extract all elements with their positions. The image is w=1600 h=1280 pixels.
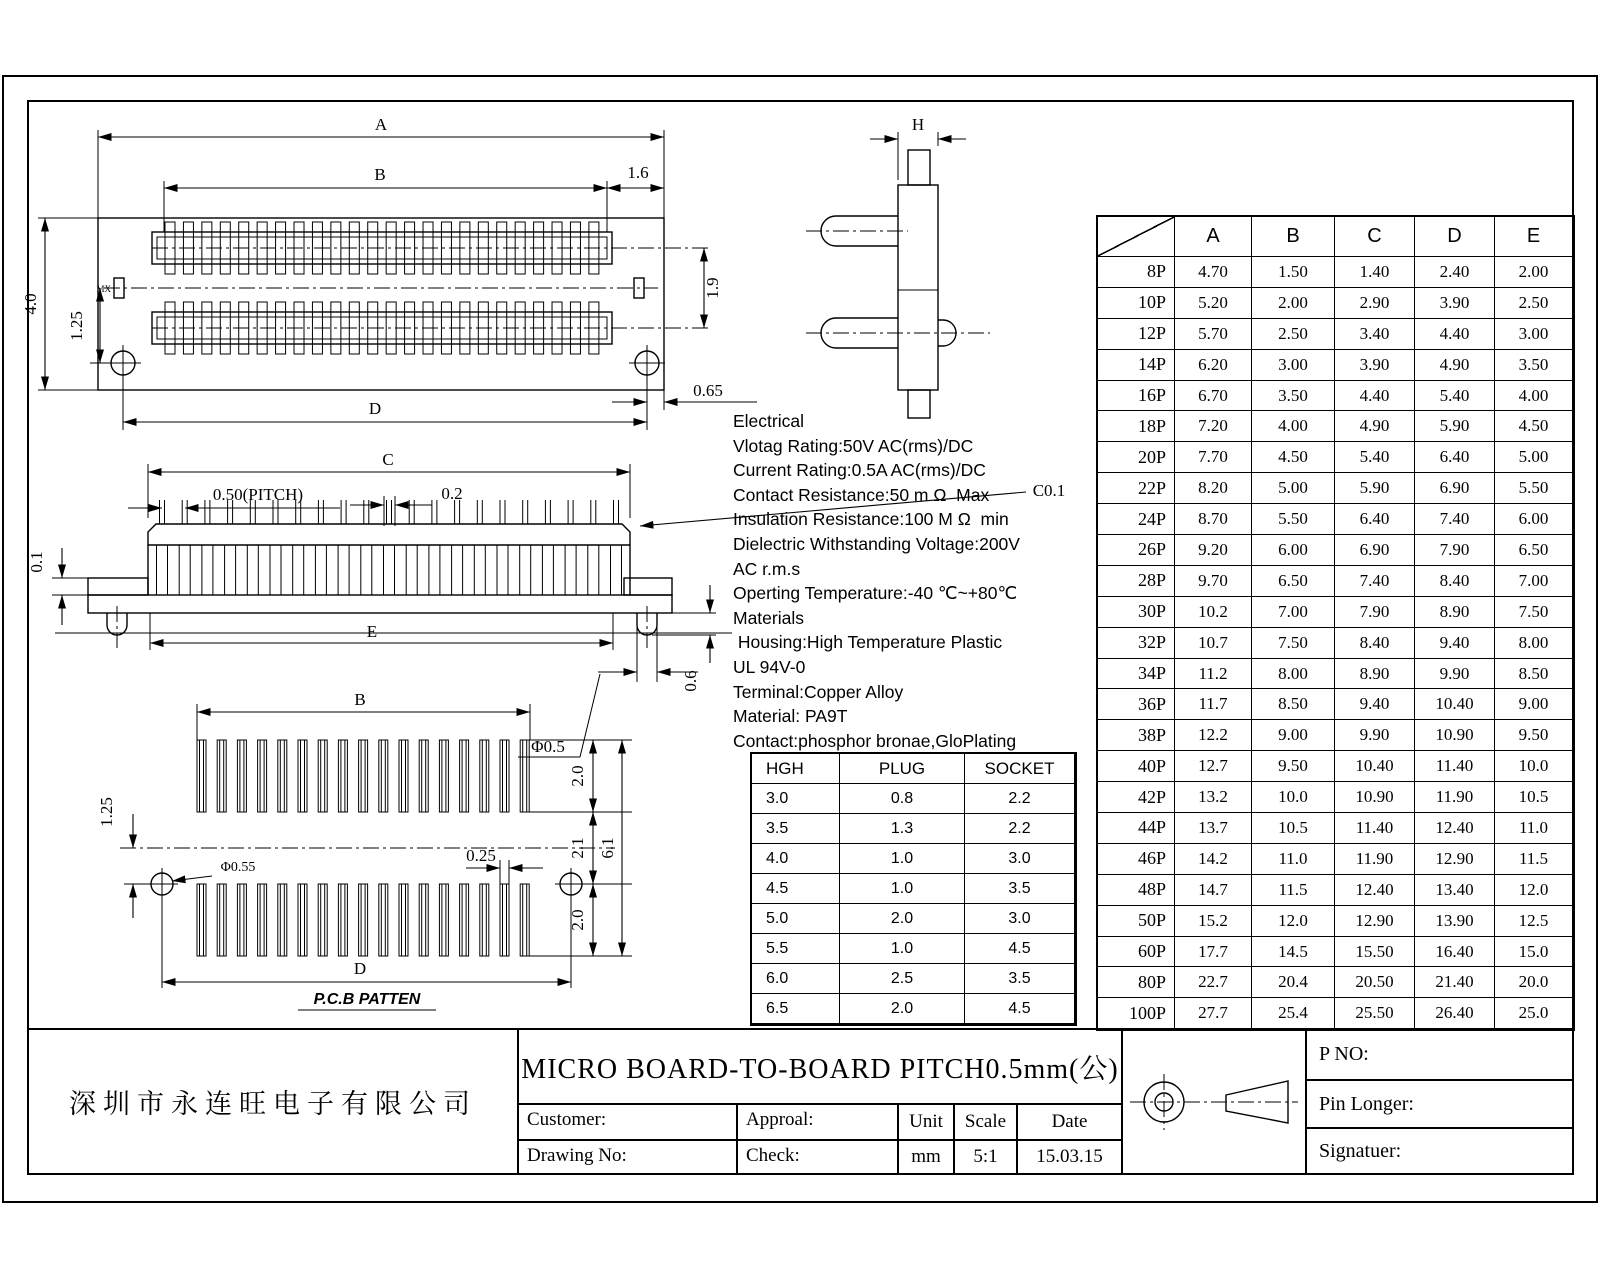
dim-table-value: 11.40 [1415,751,1495,782]
dim-table-row-label: 44P [1098,813,1175,844]
signature-label: Signatuer: [1305,1127,1574,1173]
dim-table-row-label: 20P [1098,442,1175,473]
dim-table-row-label: 14P [1098,350,1175,381]
dim-table-value: 8.70 [1175,504,1252,535]
dim-label-0.25: 0.25 [466,846,496,865]
dim-label-C0.1: C0.1 [1032,481,1066,500]
dim-table-value: 10.0 [1252,782,1335,813]
height-table-value: 1.0 [840,874,965,904]
dim-table-value: 5.20 [1175,288,1252,319]
dim-table-value: 11.90 [1415,782,1495,813]
dim-table-value: 13.40 [1415,875,1495,906]
dim-table-value: 10.7 [1175,628,1252,659]
dim-table-row-label: 60P [1098,937,1175,968]
dim-table-value: 7.00 [1252,597,1335,628]
dim-table-value: 7.40 [1335,566,1415,597]
unit-value: mm [897,1139,953,1173]
height-table-value: 2.2 [965,814,1075,844]
dim-table-row-label: 8P [1098,257,1175,288]
dim-table-value: 20.4 [1252,967,1335,998]
dim-table-value: 3.90 [1335,350,1415,381]
dim-table-value: 4.00 [1495,381,1573,412]
dim-table-value: 6.90 [1415,473,1495,504]
dim-table-value: 10.90 [1415,720,1495,751]
dim-table-value: 12.40 [1415,813,1495,844]
dim-table-value: 10.40 [1415,689,1495,720]
dim-table-value: 10.90 [1335,782,1415,813]
dim-table-value: 21.40 [1415,967,1495,998]
dim-table-value: 11.5 [1495,844,1573,875]
dim-table-column-header: A [1175,217,1252,257]
dim-table-value: 4.90 [1335,411,1415,442]
dim-table-value: 22.7 [1175,967,1252,998]
dim-table-value: 16.40 [1415,937,1495,968]
height-table-value: 4.5 [965,934,1075,964]
dim-table-row-label: 10P [1098,288,1175,319]
dim-label-E: E [366,622,378,641]
dim-table-value: 3.00 [1495,319,1573,350]
dim-table-value: 11.90 [1335,844,1415,875]
dim-table-value: 5.00 [1252,473,1335,504]
dim-table-value: 8.40 [1335,628,1415,659]
dim-table-value: 20.0 [1495,967,1573,998]
dim-table-value: 7.90 [1335,597,1415,628]
dim-label-2.1: 2.1 [568,837,587,859]
dim-table-value: 3.90 [1415,288,1495,319]
dim-table-value: 8.40 [1415,566,1495,597]
dim-table-value: 10.5 [1495,782,1573,813]
electrical-notes [733,409,1078,753]
dim-table-value: 11.40 [1335,813,1415,844]
dim-table-value: 5.90 [1415,411,1495,442]
dim-label-A: A [374,115,388,134]
dim-table-value: 8.90 [1335,659,1415,690]
dim-table-value: 2.00 [1495,257,1573,288]
dim-label-0.1: 0.1 [27,551,46,573]
customer-label: Customer: [519,1103,736,1139]
dim-table-value: 11.7 [1175,689,1252,720]
dim-table-value: 4.50 [1252,442,1335,473]
dim-table-value: 1.50 [1252,257,1335,288]
dim-label-0.2: 0.2 [441,484,463,503]
dim-table-value: 14.7 [1175,875,1252,906]
dim-table-value: 14.2 [1175,844,1252,875]
dim-table-value: 4.00 [1252,411,1335,442]
dim-table-value: 11.2 [1175,659,1252,690]
dim-label-6.1: 6.1 [598,837,617,859]
pin-longer-label: Pin Longer: [1305,1079,1574,1127]
dim-table-value: 1.40 [1335,257,1415,288]
dim-table-value: 7.70 [1175,442,1252,473]
dim-table-value: 9.90 [1335,720,1415,751]
dim-table-value: 5.00 [1495,442,1573,473]
dim-label-0.6: 0.6 [681,670,700,692]
dim-label-dia0.55: Φ0.55 [220,860,256,875]
dim-table-row-label: 42P [1098,782,1175,813]
dim-table-row-label: 16P [1098,381,1175,412]
dim-table-value: 12.0 [1252,906,1335,937]
dim-table-value: 2.40 [1415,257,1495,288]
check-label: Check: [736,1139,897,1173]
dim-table-row-label: 12P [1098,319,1175,350]
dim-table-value: 3.50 [1252,381,1335,412]
electrical-note-line: Electrical [733,411,804,431]
height-table-value: 2.0 [840,904,965,934]
dim-table-value: 10.40 [1335,751,1415,782]
dim-table-value: 9.00 [1495,689,1573,720]
dim-table-value: 8.20 [1175,473,1252,504]
electrical-note-line: Terminal:Copper Alloy [733,681,904,702]
dim-table-value: 25.4 [1252,998,1335,1029]
height-table-column-header: SOCKET [965,754,1075,784]
dim-label-C: C [382,450,394,469]
height-table-value: 3.5 [965,874,1075,904]
dim-table-value: 3.50 [1495,350,1573,381]
dim-label-B: B [354,690,366,709]
dim-table-value: 7.00 [1495,566,1573,597]
height-table-column-header: PLUG [840,754,965,784]
dim-table-row-label: 80P [1098,967,1175,998]
dim-table-value: 7.40 [1415,504,1495,535]
dim-table-value: 11.0 [1495,813,1573,844]
electrical-note-line: AC r.m.s [733,558,801,579]
dim-table-value: 27.7 [1175,998,1252,1029]
height-table-value: 6.0 [752,964,840,994]
approval-label: Approal: [736,1103,897,1139]
electrical-note-line: UL 94V-0 [733,656,806,677]
height-table-value: 3.0 [965,844,1075,874]
dim-table-value: 13.90 [1415,906,1495,937]
dim-table-row-label: 48P [1098,875,1175,906]
scale-label: Scale [953,1103,1016,1139]
dim-table-value: 12.40 [1335,875,1415,906]
height-table-value: 1.0 [840,844,965,874]
electrical-note-line: Dielectric Withstanding Voltage:200V [733,533,1020,554]
dim-table-value: 15.0 [1495,937,1573,968]
dim-table-value: 12.90 [1335,906,1415,937]
dim-table-value: 9.40 [1335,689,1415,720]
dim-table-value: 7.90 [1415,535,1495,566]
scale-value: 5:1 [953,1139,1016,1173]
dim-table-row-label: 36P [1098,689,1175,720]
dim-table-value: 4.70 [1175,257,1252,288]
dim-label-1.25: 1.25 [97,797,116,827]
dim-table-value: 10.0 [1495,751,1573,782]
dim-table-value: 12.90 [1415,844,1495,875]
dim-table-value: 17.7 [1175,937,1252,968]
dim-table-value: 6.50 [1495,535,1573,566]
dim-table-value: 2.50 [1252,319,1335,350]
height-table-value: 1.3 [840,814,965,844]
dim-table-column-header: B [1252,217,1335,257]
dim-table-value: 25.0 [1495,998,1573,1029]
dim-table-value: 9.50 [1495,720,1573,751]
dim-table-value: 26.40 [1415,998,1495,1029]
height-table-value: 4.5 [752,874,840,904]
electrical-note-line: Operting Temperature:-40 ℃~+80℃ [733,583,1018,604]
dim-table-column-header: C [1335,217,1415,257]
dim-label-B: B [374,165,386,184]
projection-symbol-cell [1121,1030,1305,1173]
dim-label-0.65: 0.65 [693,381,723,400]
dim-table-value: 12.2 [1175,720,1252,751]
dim-table-value: 25.50 [1335,998,1415,1029]
dim-table-value: 2.00 [1252,288,1335,319]
dim-table-value: 5.40 [1415,381,1495,412]
drawing-no-label: Drawing No: [519,1139,736,1173]
height-table-value: 2.2 [965,784,1075,814]
dim-table-value: 14.5 [1252,937,1335,968]
date-label: Date [1016,1103,1121,1139]
dim-table-column-header: E [1495,217,1573,257]
height-table-value: 3.0 [965,904,1075,934]
dim-table-value: 5.50 [1495,473,1573,504]
height-table-value: 4.0 [752,844,840,874]
dim-table-value: 7.20 [1175,411,1252,442]
dim-table-value: 5.90 [1335,473,1415,504]
dim-table-value: 9.40 [1415,628,1495,659]
date-value: 15.03.15 [1016,1139,1121,1173]
dim-table-value: 4.90 [1415,350,1495,381]
dim-table-value: 9.70 [1175,566,1252,597]
dim-table-value: 3.00 [1252,350,1335,381]
dim-table-corner [1098,217,1175,257]
pcb-pattern-caption: P.C.B PATTEN [313,991,421,1008]
dim-label-1.9: 1.9 [703,277,722,299]
height-table-value: 5.0 [752,904,840,934]
dim-table-value: 6.00 [1495,504,1573,535]
part-no-label: P NO: [1305,1030,1574,1079]
height-table-value: 3.0 [752,784,840,814]
electrical-note-line: Materials [733,607,804,628]
dim-table-value: 4.50 [1495,411,1573,442]
height-table-value: 2.5 [840,964,965,994]
dim-table-value: 12.5 [1495,906,1573,937]
dim-label-4.0: 4.0 [21,293,40,315]
dimension-table [1096,215,1575,1031]
dim-label-D: D [353,959,367,978]
dim-table-value: 8.50 [1252,689,1335,720]
electrical-note-line: Contact:phosphor bronae,GloPlating [733,730,1017,751]
dim-table-value: 6.40 [1335,504,1415,535]
dim-label-1.25: 1.25 [67,311,86,341]
dim-table-row-label: 30P [1098,597,1175,628]
electrical-note-line: Material: PA9T [733,706,848,727]
dim-table-value: 11.5 [1252,875,1335,906]
unit-label: Unit [897,1103,953,1139]
dim-table-value: 8.00 [1252,659,1335,690]
dim-table-value: 10.2 [1175,597,1252,628]
dim-table-value: 9.90 [1415,659,1495,690]
dim-label-2.0-top: 2.0 [568,765,587,787]
dim-table-row-label: 100P [1098,998,1175,1029]
dim-table-row-label: 34P [1098,659,1175,690]
dim-table-value: 11.0 [1252,844,1335,875]
height-table-value: 4.5 [965,994,1075,1024]
dim-table-value: 20.50 [1335,967,1415,998]
dim-table-row-label: 32P [1098,628,1175,659]
dim-table-value: 6.90 [1335,535,1415,566]
dim-label-2.0-bottom: 2.0 [568,909,587,931]
dim-table-value: 9.00 [1252,720,1335,751]
dim-table-value: 3.40 [1335,319,1415,350]
dim-table-row-label: 40P [1098,751,1175,782]
drawing-title: MICRO BOARD-TO-BOARD PITCH0.5mm(公) [521,1053,1119,1085]
dim-table-value: 8.50 [1495,659,1573,690]
electrical-note-line: Current Rating:0.5A AC(rms)/DC [733,460,986,481]
dim-table-value: 4.40 [1415,319,1495,350]
dim-table-value: 15.50 [1335,937,1415,968]
electrical-note-line: Vlotag Rating:50V AC(rms)/DC [733,435,974,456]
dim-table-row-label: 28P [1098,566,1175,597]
height-table-value: 5.5 [752,934,840,964]
dim-table-value: 9.50 [1252,751,1335,782]
dim-table-value: 5.70 [1175,319,1252,350]
dim-table-value: 2.90 [1335,288,1415,319]
dim-table-value: 6.70 [1175,381,1252,412]
dim-table-row-label: 24P [1098,504,1175,535]
dim-table-column-header: D [1415,217,1495,257]
height-table-value: 3.5 [752,814,840,844]
height-table-value: 3.5 [965,964,1075,994]
height-table-column-header: HGH [752,754,840,784]
dim-table-value: 13.7 [1175,813,1252,844]
electrical-note-line: Contact Resistance:50 m Ω Max [733,484,990,505]
electrical-note-line: Insulation Resistance:100 M Ω min [733,509,1009,530]
dim-label-1.6: 1.6 [627,163,649,182]
height-table-value: 1.0 [840,934,965,964]
dim-label-dia0.5: Φ0.5 [531,737,565,756]
dim-table-row-label: 46P [1098,844,1175,875]
dim-table-value: 6.00 [1252,535,1335,566]
dim-table-value: 6.50 [1252,566,1335,597]
dim-table-value: 2.50 [1495,288,1573,319]
dim-table-row-label: 38P [1098,720,1175,751]
dim-table-value: 8.90 [1415,597,1495,628]
company-name: 深圳市永连旺电子有限公司 [29,1030,519,1173]
height-table-value: 6.5 [752,994,840,1024]
dim-table-value: 7.50 [1495,597,1573,628]
dim-label-pitch: 0.50(PITCH) [212,485,304,504]
dim-table-value: 8.00 [1495,628,1573,659]
dim-table-value: 6.40 [1415,442,1495,473]
mark-label: MX [96,284,111,294]
dim-table-row-label: 26P [1098,535,1175,566]
dim-table-value: 5.40 [1335,442,1415,473]
dim-table-value: 5.50 [1252,504,1335,535]
dim-table-value: 10.5 [1252,813,1335,844]
dim-table-value: 15.2 [1175,906,1252,937]
dim-table-value: 13.2 [1175,782,1252,813]
dim-table-value: 12.0 [1495,875,1573,906]
dim-table-row-label: 22P [1098,473,1175,504]
dim-table-row-label: 18P [1098,411,1175,442]
dim-table-value: 9.20 [1175,535,1252,566]
height-table [750,752,1077,1026]
electrical-note-line: Housing:High Temperature Plastic [733,632,1003,653]
dim-table-row-label: 50P [1098,906,1175,937]
dim-table-value: 6.20 [1175,350,1252,381]
height-table-value: 2.0 [840,994,965,1024]
dim-label-H: H [911,115,925,134]
title-block [27,1028,1574,1175]
dim-table-value: 12.7 [1175,751,1252,782]
dim-label-D: D [368,399,382,418]
dim-table-value: 7.50 [1252,628,1335,659]
height-table-value: 0.8 [840,784,965,814]
dim-table-value: 4.40 [1335,381,1415,412]
